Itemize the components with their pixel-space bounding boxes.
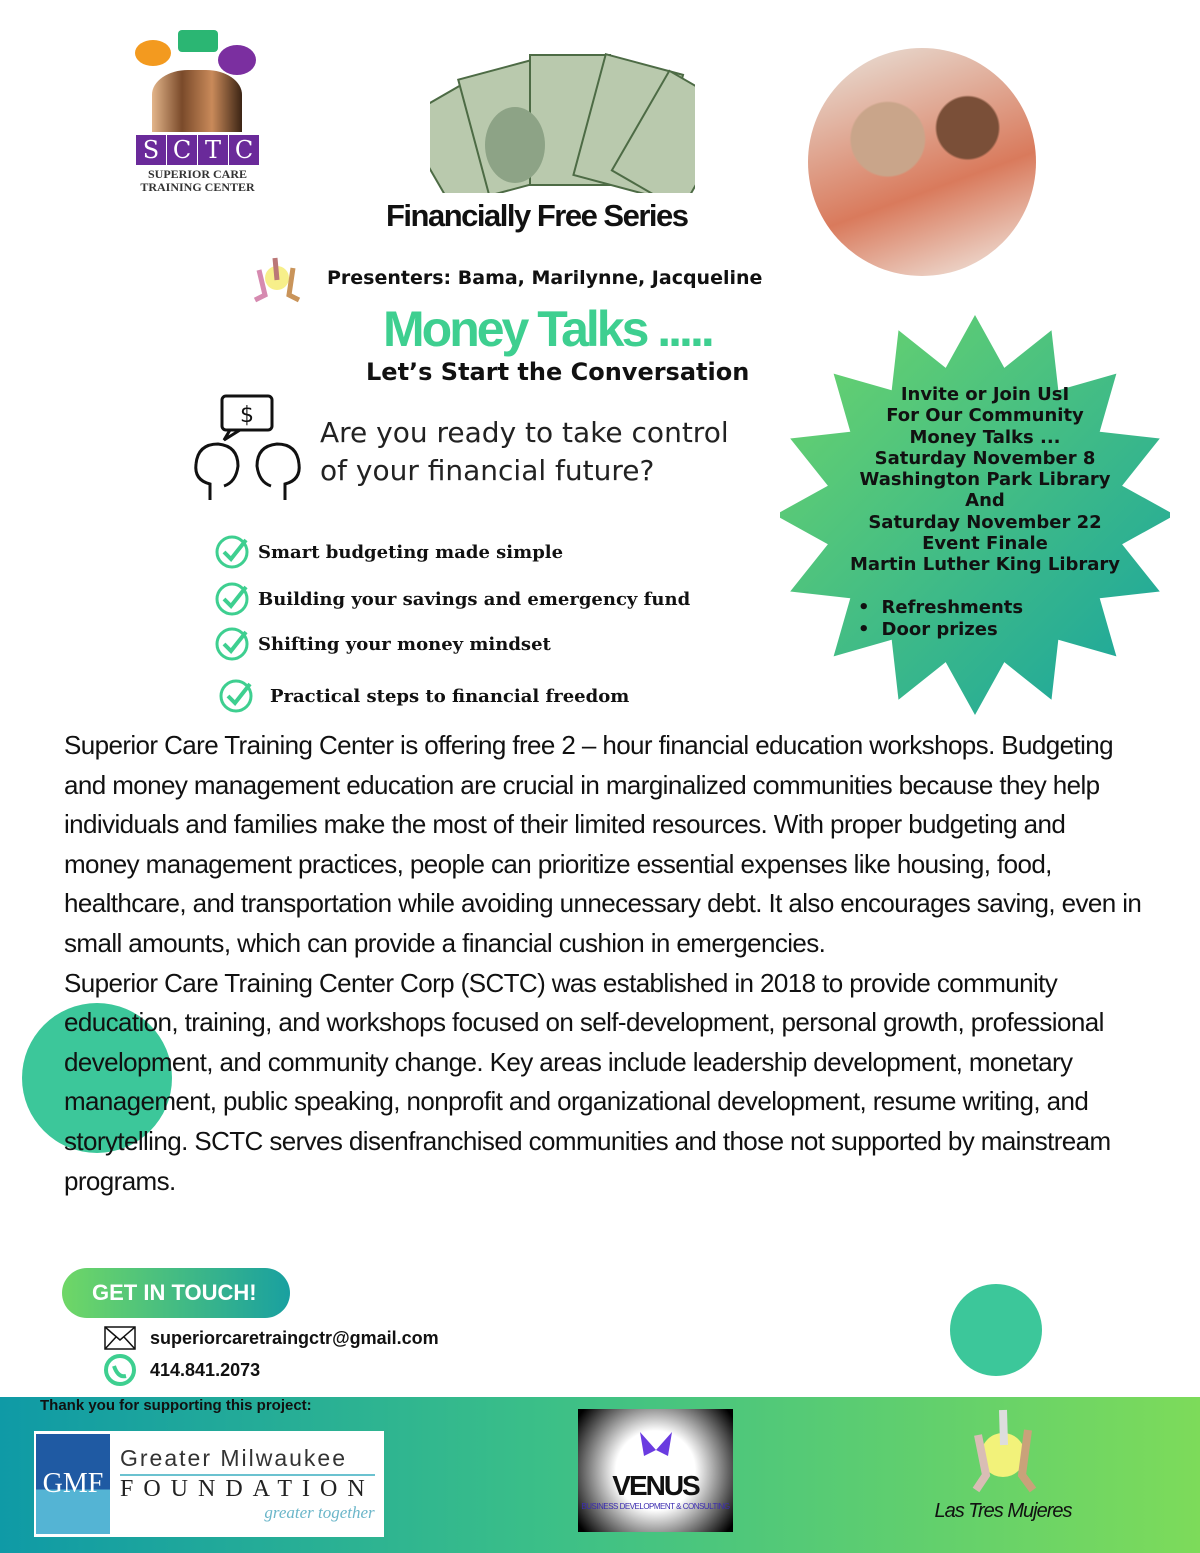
logo-letter: C xyxy=(167,135,197,165)
email-contact[interactable] xyxy=(104,1326,439,1350)
venus-logo xyxy=(578,1409,733,1532)
dancers-logo-icon xyxy=(948,1405,1058,1495)
check-circle-icon xyxy=(214,581,250,617)
dancers-icon xyxy=(245,250,307,310)
check-circle-icon xyxy=(214,626,250,662)
sctc-logo xyxy=(130,30,265,195)
event-date-1: Saturday November 8 xyxy=(874,447,1096,469)
event-location-2: Martin Luther King Library xyxy=(849,554,1121,576)
gmf-tagline: greater together xyxy=(264,1503,375,1522)
logo-line2: TRAINING CENTER xyxy=(140,180,255,194)
get-in-touch-button[interactable]: GET IN TOUCH! xyxy=(62,1268,290,1318)
checklist-item xyxy=(214,534,563,570)
logo-letter: T xyxy=(198,135,228,165)
venus-name: VENUS xyxy=(612,1470,699,1501)
body-paragraph: Superior Care Training Center Corp (SCTC) was established in 2018 to provide community education, training, and workshops focused on self-development, personal growth, professional development, and community change. Key areas include leadership development, monetary management, public speaking, nonprofit and organizational development, resume writing, and storytelling. SCTC serves disenfranchised communities and those not supported by mainstream programs. xyxy=(64,967,1111,1196)
series-title: Financially Free Series xyxy=(386,198,688,233)
venus-tagline: BUSINESS DEVELOPMENT & CONSULTING xyxy=(581,1502,730,1511)
event-line: Money Talks ... xyxy=(909,426,1061,448)
subheadline: Let’s Start the Conversation xyxy=(366,358,750,386)
decorative-circle xyxy=(950,1284,1042,1376)
event-perks xyxy=(858,597,1023,641)
las-tres-mujeres-logo xyxy=(928,1405,1078,1530)
event-line: And xyxy=(965,490,1005,512)
checklist-label: Shifting your money mindset xyxy=(258,633,551,655)
event-line: Event Finale xyxy=(922,533,1048,555)
body-paragraph: Superior Care Training Center is offering free 2 – hour financial education workshops. Budgeting and money management education are crucial in marginalized communities because they help individuals and families make the most of their limited resources. With proper budgeting and money management practices, people can prioritize essential expenses like housing, food, healthcare, and transportation while avoiding unnecessary debt. It also encourages saving, even in small amounts, which can provide a financial cushion in emergencies. xyxy=(64,730,1142,958)
couple-budgeting-photo xyxy=(808,48,1036,276)
phone-contact[interactable] xyxy=(104,1354,260,1386)
event-line: Invite or Join UsI xyxy=(900,384,1070,405)
svg-text:$: $ xyxy=(240,403,254,428)
checklist-label: Building your savings and emergency fund xyxy=(258,588,691,610)
butterfly-icon xyxy=(636,1430,676,1470)
perk-item: • Door prizes xyxy=(858,619,1023,641)
checklist-label: Practical steps to financial freedom xyxy=(270,685,630,707)
checklist-item xyxy=(214,581,690,617)
logo-letter: C xyxy=(229,135,259,165)
ltm-name: Las Tres Mujeres xyxy=(934,1500,1072,1522)
event-location-1: Washington Park Library xyxy=(859,469,1111,491)
checklist-label: Smart budgeting made simple xyxy=(258,541,564,563)
phone-number[interactable]: 414.841.2073 xyxy=(150,1359,261,1380)
perk-item: • Refreshments xyxy=(858,597,1023,619)
gmf-badge: GMF xyxy=(36,1434,110,1534)
gmf-logo xyxy=(34,1431,384,1537)
logo-line1: SUPERIOR CARE xyxy=(147,167,247,181)
money-fan-image xyxy=(430,45,695,193)
checklist-item xyxy=(218,678,629,714)
logo-letter: S xyxy=(136,135,166,165)
gmf-line2: FOUNDATION xyxy=(120,1476,375,1502)
envelope-icon xyxy=(104,1326,136,1350)
question-line1: Are you ready to take control xyxy=(320,416,729,449)
event-date-2: Saturday November 22 xyxy=(868,511,1102,533)
email-link[interactable]: superiorcaretraingctr@gmail.com xyxy=(150,1327,439,1348)
question-line2: of your financial future? xyxy=(320,454,655,487)
check-circle-icon xyxy=(218,678,254,714)
check-circle-icon xyxy=(214,534,250,570)
event-line: For Our Community xyxy=(886,405,1084,427)
body-text xyxy=(64,726,1144,1201)
conversation-heads-icon xyxy=(190,392,305,504)
gmf-line1: Greater Milwaukee xyxy=(120,1445,375,1476)
phone-icon xyxy=(104,1354,136,1386)
event-details xyxy=(830,384,1140,576)
presenters: Presenters: Bama, Marilynne, Jacqueline xyxy=(327,267,763,289)
sponsor-thanks: Thank you for supporting this project: xyxy=(40,1397,312,1414)
checklist-item xyxy=(214,626,551,662)
question-text xyxy=(320,414,729,490)
headline: Money Talks ..... xyxy=(383,301,712,357)
